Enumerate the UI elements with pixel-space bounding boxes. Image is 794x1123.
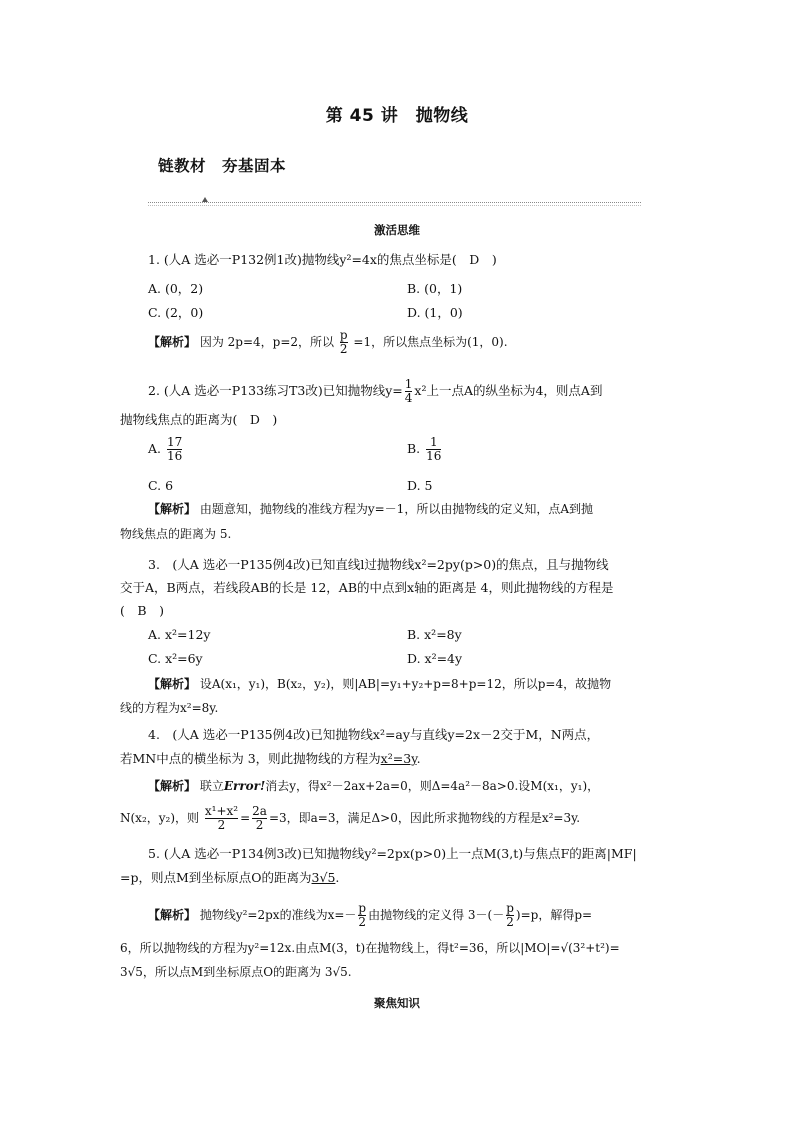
- stem-text: 若MN中点的横坐标为 3，则此抛物线的方程为: [120, 751, 381, 766]
- solution-tag: 【解析】: [148, 335, 197, 349]
- fraction-denominator: 16: [167, 449, 183, 463]
- stem-text: .: [335, 870, 340, 885]
- stem-text: =p，则点M到坐标原点O的距离为: [120, 870, 312, 885]
- fraction-denominator: 4: [404, 391, 413, 405]
- answer-blank: x²=3y: [380, 751, 417, 766]
- question-3-option-d: D. x²=4y: [407, 651, 463, 666]
- solution-tag: 【解析】: [148, 677, 197, 691]
- question-5-stem: 5. (人A 选必一P134例3改)已知抛物线y²=2px(p>0)上一点M(3,t)与焦点F的距离|MF|: [148, 846, 637, 861]
- question-1-option-c: C. (2，0): [148, 305, 204, 320]
- question-1-stem: 1. (人A 选必一P132例1改)抛物线y²=4x的焦点坐标是( D ): [148, 252, 497, 267]
- solution-text: 抛物线y²=2px的准线为x=－: [199, 908, 357, 922]
- triangle-marker-icon: [202, 197, 208, 202]
- section-heading-focus: 聚焦知识: [374, 996, 420, 1010]
- question-2-option-c: C. 6: [148, 478, 174, 493]
- question-5-solution: [148, 902, 592, 929]
- fraction-numerator: 1: [404, 377, 413, 391]
- option-label: B.: [407, 441, 421, 456]
- question-3-option-a: A. x²=12y: [148, 627, 211, 642]
- divider: [148, 205, 641, 206]
- question-5-stem-line2: [120, 870, 339, 886]
- fraction-denominator: 16: [426, 449, 442, 463]
- solution-text: ): [515, 908, 521, 922]
- solution-text: =1，所以焦点坐标为(1，0).: [353, 335, 508, 349]
- question-2-solution-line2: 物线焦点的距离为 5.: [120, 527, 232, 541]
- solution-text: =p，解得p=: [520, 908, 593, 922]
- error-text: Error!: [223, 779, 266, 793]
- question-3-stem-line3: ( B ): [120, 603, 164, 618]
- divider: [148, 202, 641, 203]
- fraction-numerator: 2a: [252, 804, 267, 818]
- question-2-option-d: D. 5: [407, 478, 433, 493]
- fraction-numerator: x¹+x²: [204, 804, 239, 818]
- fraction-numerator: p: [506, 901, 514, 915]
- solution-text: 因为 2p=4，p=2，所以: [199, 335, 335, 349]
- fraction: [506, 902, 514, 929]
- fraction-numerator: 1: [429, 435, 438, 449]
- question-4-solution: [148, 778, 599, 794]
- solution-tag: 【解析】: [148, 779, 197, 793]
- stem-text: .: [416, 751, 421, 766]
- question-4-stem: 4. (人A 选必一P135例4改)已知抛物线x²=ay与直线y=2x－2交于M，N两点，: [148, 727, 600, 742]
- fraction-denominator: 2: [506, 915, 514, 929]
- question-3-solution: [148, 676, 611, 692]
- question-1-option-b: B. (0，1): [407, 281, 463, 296]
- solution-text: 设A(x₁，y₁)，B(x₂，y₂)，则|AB|=y₁+y₂+p=8+p=12，所以p=4，故抛物: [199, 677, 612, 691]
- question-1-solution: [148, 329, 508, 356]
- fraction-numerator: p: [339, 328, 348, 342]
- question-4-solution-line2: [120, 805, 580, 832]
- fraction-denominator: 2: [252, 818, 267, 832]
- question-2-stem-line2: 抛物线焦点的距离为( D ): [120, 412, 278, 427]
- solution-text: (－: [487, 908, 505, 922]
- solution-tag: 【解析】: [148, 908, 197, 922]
- option-label: A.: [148, 441, 162, 456]
- question-2-solution: [148, 501, 593, 517]
- stem-text: x²上一点A的纵坐标为4，则点A到: [414, 383, 603, 398]
- section-subtitle: 链教材 夯基固本: [158, 157, 287, 175]
- fraction: [358, 902, 366, 929]
- question-2-stem: [148, 378, 602, 405]
- fraction-denominator: 2: [339, 342, 348, 356]
- fraction: [252, 805, 267, 832]
- question-3-stem: 3. (人A 选必一P135例4改)已知直线l过抛物线x²=2py(p>0)的焦点，且与抛物线: [148, 557, 609, 572]
- question-3-solution-line2: 线的方程为x²=8y.: [120, 701, 219, 715]
- solution-text: 消去y，得x²－2ax+2a=0，则Δ=4a²－8a>0.设M(x₁，y₁)，: [265, 779, 600, 793]
- question-3-option-b: B. x²=8y: [407, 627, 462, 642]
- solution-text: =3，即a=3，满足Δ>0，因此所求抛物线的方程是x²=3y.: [268, 811, 581, 825]
- question-4-stem-line2: [120, 751, 421, 767]
- solution-text: 联立: [199, 779, 224, 793]
- section-heading-activate: 激活思维: [374, 223, 420, 237]
- fraction: [426, 436, 441, 463]
- fraction-denominator: 2: [205, 818, 238, 832]
- question-5-solution-line3: 3√5，所以点M到坐标原点O的距离为 3√5.: [120, 965, 352, 979]
- question-3-stem-line2: 交于A，B两点，若线段AB的长是 12，AB的中点到x轴的距离是 4，则此抛物线的方程是: [120, 580, 614, 595]
- stem-text: 2. (人A 选必一P133练习T3改)已知抛物线y=: [148, 383, 403, 398]
- answer-blank: 3√5: [311, 870, 336, 885]
- question-1-option-d: D. (1，0): [407, 305, 463, 320]
- solution-tag: 【解析】: [148, 502, 197, 516]
- solution-text: N(x₂，y₂)，则: [120, 811, 200, 825]
- fraction: [340, 329, 348, 356]
- fraction: [167, 436, 182, 463]
- question-1-option-a: A. (0，2): [148, 281, 204, 296]
- fraction-numerator: 17: [167, 435, 183, 449]
- solution-text: 由抛物线的定义得 3－: [368, 908, 488, 922]
- fraction: [205, 805, 238, 832]
- page-title: 第 45 讲 抛物线: [325, 106, 469, 126]
- fraction: [405, 378, 413, 405]
- question-5-solution-line2: 6，所以抛物线的方程为y²=12x.由点M(3，t)在抛物线上，得t²=36，所以|MO|=√(3²+t²)=: [120, 941, 620, 955]
- solution-text: 由题意知，抛物线的准线方程为y=－1，所以由抛物线的定义知，点A到抛: [199, 502, 593, 516]
- fraction-denominator: 2: [358, 915, 367, 929]
- solution-text: =: [240, 811, 251, 825]
- question-3-option-c: C. x²=6y: [148, 651, 203, 666]
- question-2-option-a: [148, 436, 184, 463]
- fraction-numerator: p: [358, 901, 367, 915]
- question-2-option-b: [407, 436, 443, 463]
